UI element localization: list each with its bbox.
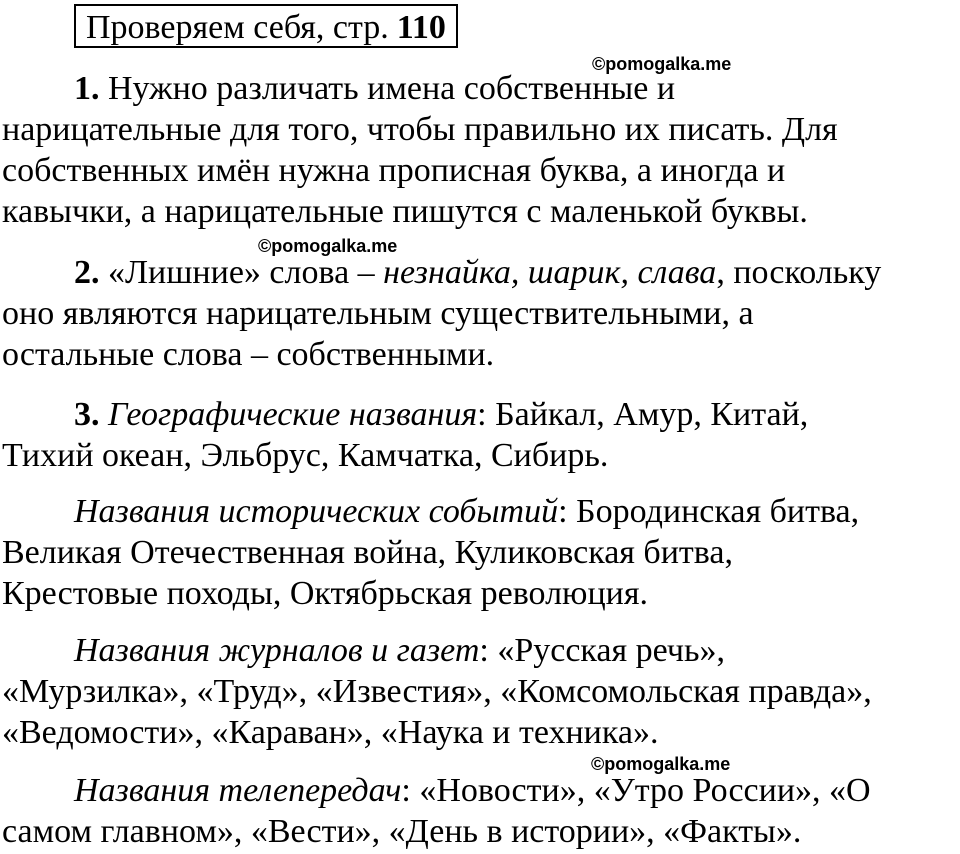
magazines-line-1 (2, 630, 958, 671)
magazines-text-1: : «Русская речь», (479, 632, 726, 669)
historical-events-text-1: : Бородинская битва, (558, 493, 860, 530)
answer-3 (2, 394, 958, 476)
magazines-label: Названия журналов и газет (74, 632, 480, 669)
magazines-line-2: «Мурзилка», «Труд», «Известия», «Комсомольская правда», (2, 673, 872, 710)
tv-programs-label: Названия телепередач (74, 772, 402, 809)
section-header (74, 4, 458, 48)
historical-events-label: Названия исторических событий (74, 493, 559, 530)
answer-1-line-2: нарицательные для того, чтобы правильно их писать. Для (2, 111, 838, 148)
historical-events-line-2: Великая Отечественная война, Куликовская битва, (2, 534, 733, 571)
historical-events (2, 491, 958, 614)
magazines-line-3: «Ведомости», «Караван», «Наука и техника». (2, 714, 659, 751)
answer-1-line-3: собственных имён нужна прописная буква, а иногда и (2, 152, 786, 189)
tv-programs-line-1 (2, 770, 958, 811)
header-title: Проверяем себя, стр. (86, 9, 389, 46)
answer-3-category-label: Географические названия (99, 396, 478, 433)
tv-programs-line-2: самом главном», «Вести», «День в истории», «Факты». (2, 813, 802, 850)
answer-2-text-c: , поскольку (716, 254, 882, 291)
answer-2-number: 2. (74, 254, 100, 291)
tv-programs (2, 770, 958, 852)
header-page-number: 110 (396, 9, 446, 46)
answer-3-line-2: Тихий океан, Эльбрус, Камчатка, Сибирь. (2, 437, 609, 474)
answer-2-extra-words: незнайка, шарик, слава (383, 254, 717, 291)
answer-3-text-1: : Байкал, Амур, Китай, (477, 396, 809, 433)
answer-1-line-4: кавычки, а нарицательные пишутся с маленькой буквы. (2, 193, 808, 230)
historical-events-line-3: Крестовые походы, Октябрьская революция. (2, 575, 648, 612)
answer-2-line-3: остальные слова – собственными. (2, 336, 495, 373)
answer-3-number: 3. (74, 396, 100, 433)
answer-1-text-1: Нужно различать имена собственные и (99, 70, 676, 107)
answer-1-line-1 (2, 68, 958, 109)
answer-2-text-a: «Лишние» слова – (99, 254, 384, 291)
answer-2-line-2: оно являются нарицательным существительными, а (2, 295, 754, 332)
magazines-newspapers (2, 630, 958, 753)
answer-2-line-1 (2, 252, 958, 293)
tv-programs-text-1: : «Новости», «Утро России», «О (401, 772, 871, 809)
answer-1 (2, 68, 958, 232)
watermark-bottom: ©pomogalka.me (591, 754, 731, 774)
answer-3-line-1 (2, 394, 958, 435)
watermark-top: ©pomogalka.me (592, 54, 732, 74)
answer-1-number: 1. (74, 70, 100, 107)
answer-2 (2, 252, 958, 375)
watermark-middle: ©pomogalka.me (258, 236, 398, 256)
historical-events-line-1 (2, 491, 958, 532)
